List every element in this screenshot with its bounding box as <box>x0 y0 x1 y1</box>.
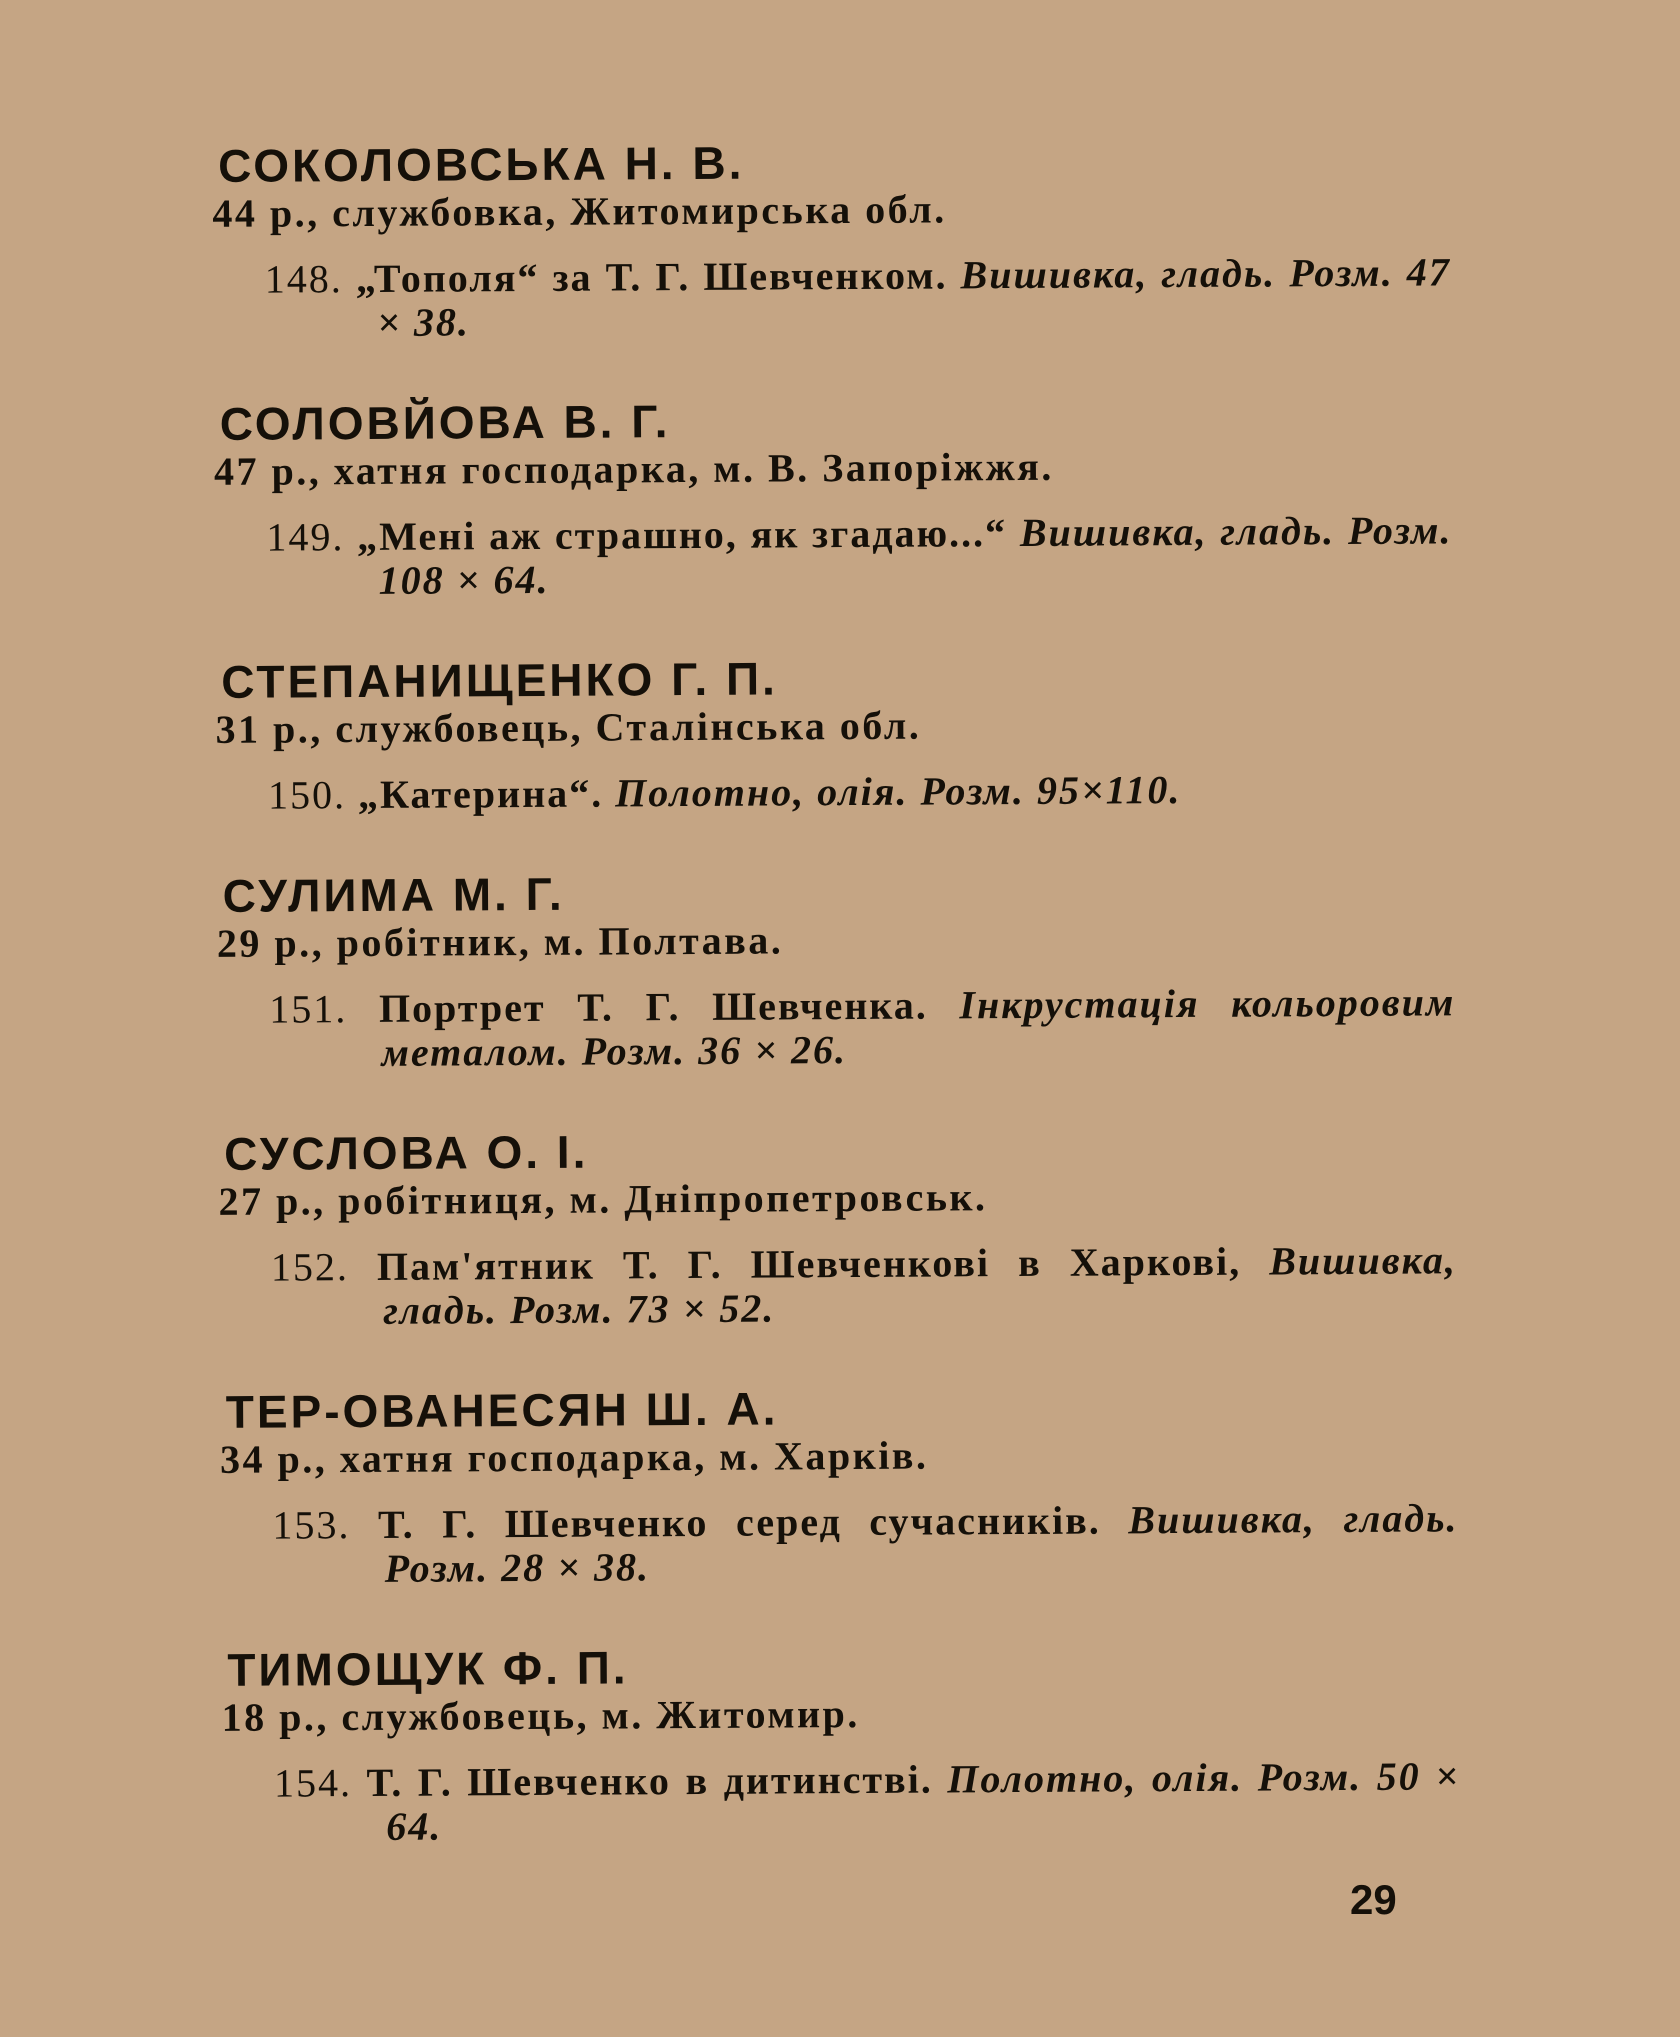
author-bio: 34 р., хатня господарка, м. Харків. <box>219 1432 929 1482</box>
work-item <box>274 1754 1461 1849</box>
work-item <box>271 1238 1458 1333</box>
work-title: „Мені аж страшно, як згадаю...“ <box>357 510 1008 560</box>
author-name: СУСЛОВА О. І. <box>224 1125 589 1180</box>
catalog-entry <box>206 1120 1457 1334</box>
catalog-entry <box>202 390 1453 604</box>
work-item <box>272 1496 1459 1591</box>
author-bio: 31 р., службовець, Сталінська обл. <box>215 702 922 752</box>
author-name: СТЕПАНИЩЕНКО Г. П. <box>221 652 779 708</box>
work-item <box>266 508 1453 603</box>
work-title: Пам'ятник Т. Г. Шевченкові в Харкові, <box>376 1238 1242 1289</box>
author-name: СОКОЛОВСЬКА Н. В. <box>217 136 745 192</box>
catalog-entry <box>208 1378 1459 1592</box>
work-medium: Вишивка, гладь. <box>383 1237 1458 1333</box>
work-title: Портрет Т. Г. Шевченка. <box>378 982 928 1031</box>
author-name: СОЛОВЙОВА В. Г. <box>219 395 671 450</box>
work-title: Т. Г. Шевченко в дитинстві. <box>366 1756 933 1806</box>
work-size: Розм. 108 × 64. <box>378 507 1453 603</box>
work-number: 151. <box>269 986 348 1032</box>
work-medium: Інкрустація кольоровим металом. <box>381 979 1456 1075</box>
work-medium: Вишивка, гладь. <box>1128 1495 1459 1543</box>
work-number: 149. <box>266 514 345 560</box>
work-number: 150. <box>267 772 347 818</box>
work-number: 154. <box>273 1760 353 1806</box>
author-bio: 27 р., робітниця, м. Дніпропетровськ. <box>218 1174 988 1224</box>
work-number: 148. <box>264 256 343 302</box>
work-size: Розм. 36 × 26. <box>581 1027 848 1074</box>
work-medium: Вишивка, гладь. <box>1019 508 1336 555</box>
work-size: Розм. 50 × 64. <box>386 1753 1461 1849</box>
work-size: Розм. 47 × 38. <box>376 249 1451 345</box>
catalog-entry <box>209 1636 1460 1850</box>
work-medium: Вишивка, гладь. <box>960 250 1277 298</box>
author-bio: 29 р., робітник, м. Полтава. <box>216 917 784 966</box>
work-item <box>265 250 1452 345</box>
work-medium: Полотно, олія. <box>615 768 909 816</box>
work-item <box>269 980 1456 1075</box>
work-number: 152. <box>270 1244 350 1290</box>
work-size: Розм. 28 × 38. <box>384 1544 651 1591</box>
catalog-entry <box>200 132 1451 346</box>
work-size: Розм. 73 × 52. <box>509 1285 776 1333</box>
author-name: ТИМОЩУК Ф. П. <box>227 1641 629 1696</box>
author-bio: 47 р., хатня господарка, м. В. Запоріжжя. <box>213 443 1054 494</box>
work-size: Розм. 95×110. <box>920 767 1182 814</box>
author-bio: 18 р., службовець, м. Житомир. <box>221 1690 860 1740</box>
work-number: 153. <box>272 1502 351 1548</box>
work-medium: Полотно, олія. <box>947 1754 1244 1802</box>
author-name: ТЕР-ОВАНЕСЯН Ш. А. <box>225 1382 779 1438</box>
catalog-entry <box>204 862 1455 1076</box>
catalog-entry <box>203 648 1454 818</box>
work-title: „Тополя“ за Т. Г. Шевченком. <box>355 252 948 302</box>
work-title: „Катерина“. <box>357 770 604 818</box>
entries-list <box>200 132 1461 1902</box>
page-number: 29 <box>1350 1876 1397 1923</box>
author-name: СУЛИМА М. Г. <box>222 867 565 922</box>
work-item <box>268 766 1454 817</box>
work-title: Т. Г. Шевченко серед сучасників. <box>377 1497 1101 1547</box>
author-bio: 44 р., службовка, Житомирська обл. <box>212 186 947 236</box>
